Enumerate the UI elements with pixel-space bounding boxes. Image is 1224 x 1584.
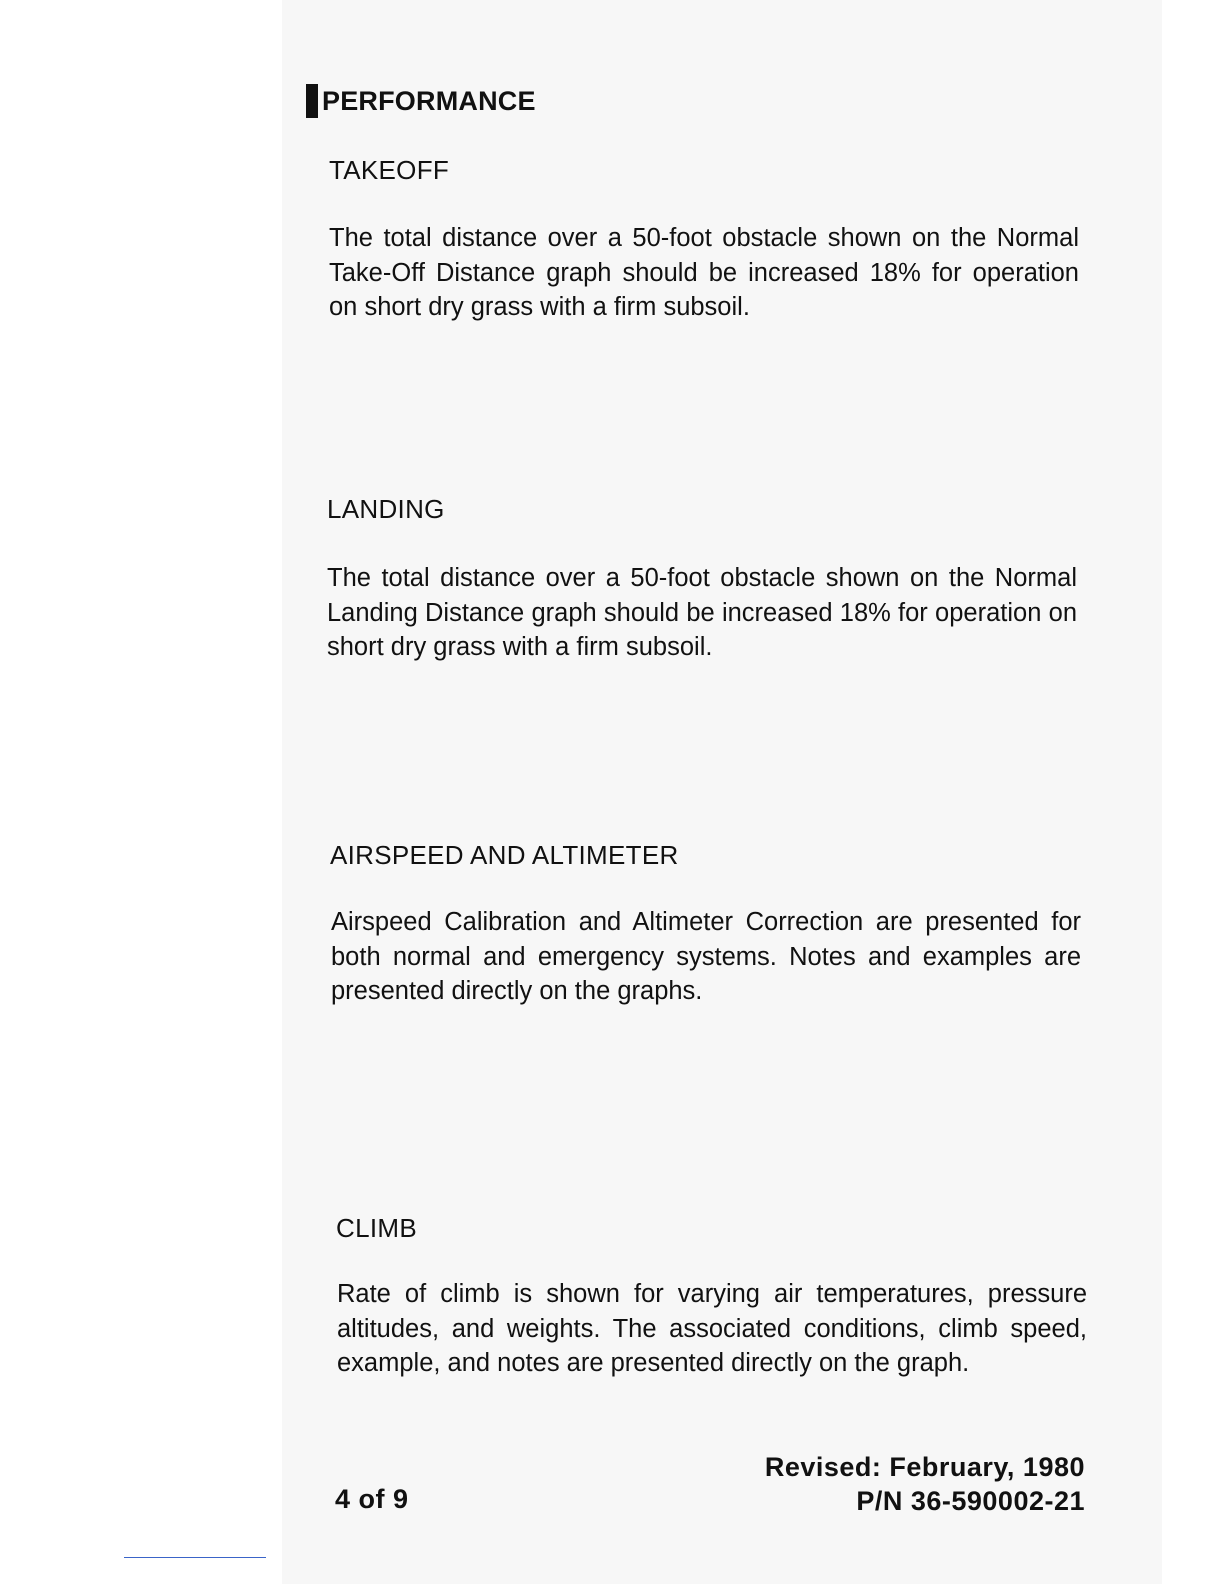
revision-bar xyxy=(306,84,318,118)
bottom-rule xyxy=(124,1557,266,1558)
page-heading-text: PERFORMANCE xyxy=(322,85,536,116)
section-title-landing: LANDING xyxy=(327,494,445,524)
section-body-landing: The total distance over a 50-foot obstacle shown on the Normal Landing Distance graph should be increased 18% for operation on short dry grass with a firm subsoil. xyxy=(327,564,1077,661)
section-body-takeoff: The total distance over a 50-foot obstacle shown on the Normal Take-Off Distance graph should be increased 18% for operation on short dry grass with a firm subsoil. xyxy=(329,224,1079,321)
part-number: P/N 36-590002-21 xyxy=(856,1486,1085,1516)
footer-revision-block xyxy=(765,1450,1085,1518)
revision-date: Revised: February, 1980 xyxy=(764,1452,1085,1482)
section-title-climb: CLIMB xyxy=(336,1213,417,1243)
section-title-airspeed-altimeter: AIRSPEED AND ALTIMETER xyxy=(330,840,679,870)
section-body-airspeed-altimeter: Airspeed Calibration and Altimeter Correction are presented for both normal and emergency systems. Notes and examples are presented directly on the graphs. xyxy=(331,908,1081,1005)
section-title-takeoff: TAKEOFF xyxy=(329,155,450,185)
section-body-climb: Rate of climb is shown for varying air temperatures, pressure altitudes, and weights. The associated conditions, climb speed, example, and notes are presented directly on the graph. xyxy=(337,1280,1087,1377)
page-heading xyxy=(306,84,536,118)
page-number: 4 of 9 xyxy=(335,1484,409,1514)
